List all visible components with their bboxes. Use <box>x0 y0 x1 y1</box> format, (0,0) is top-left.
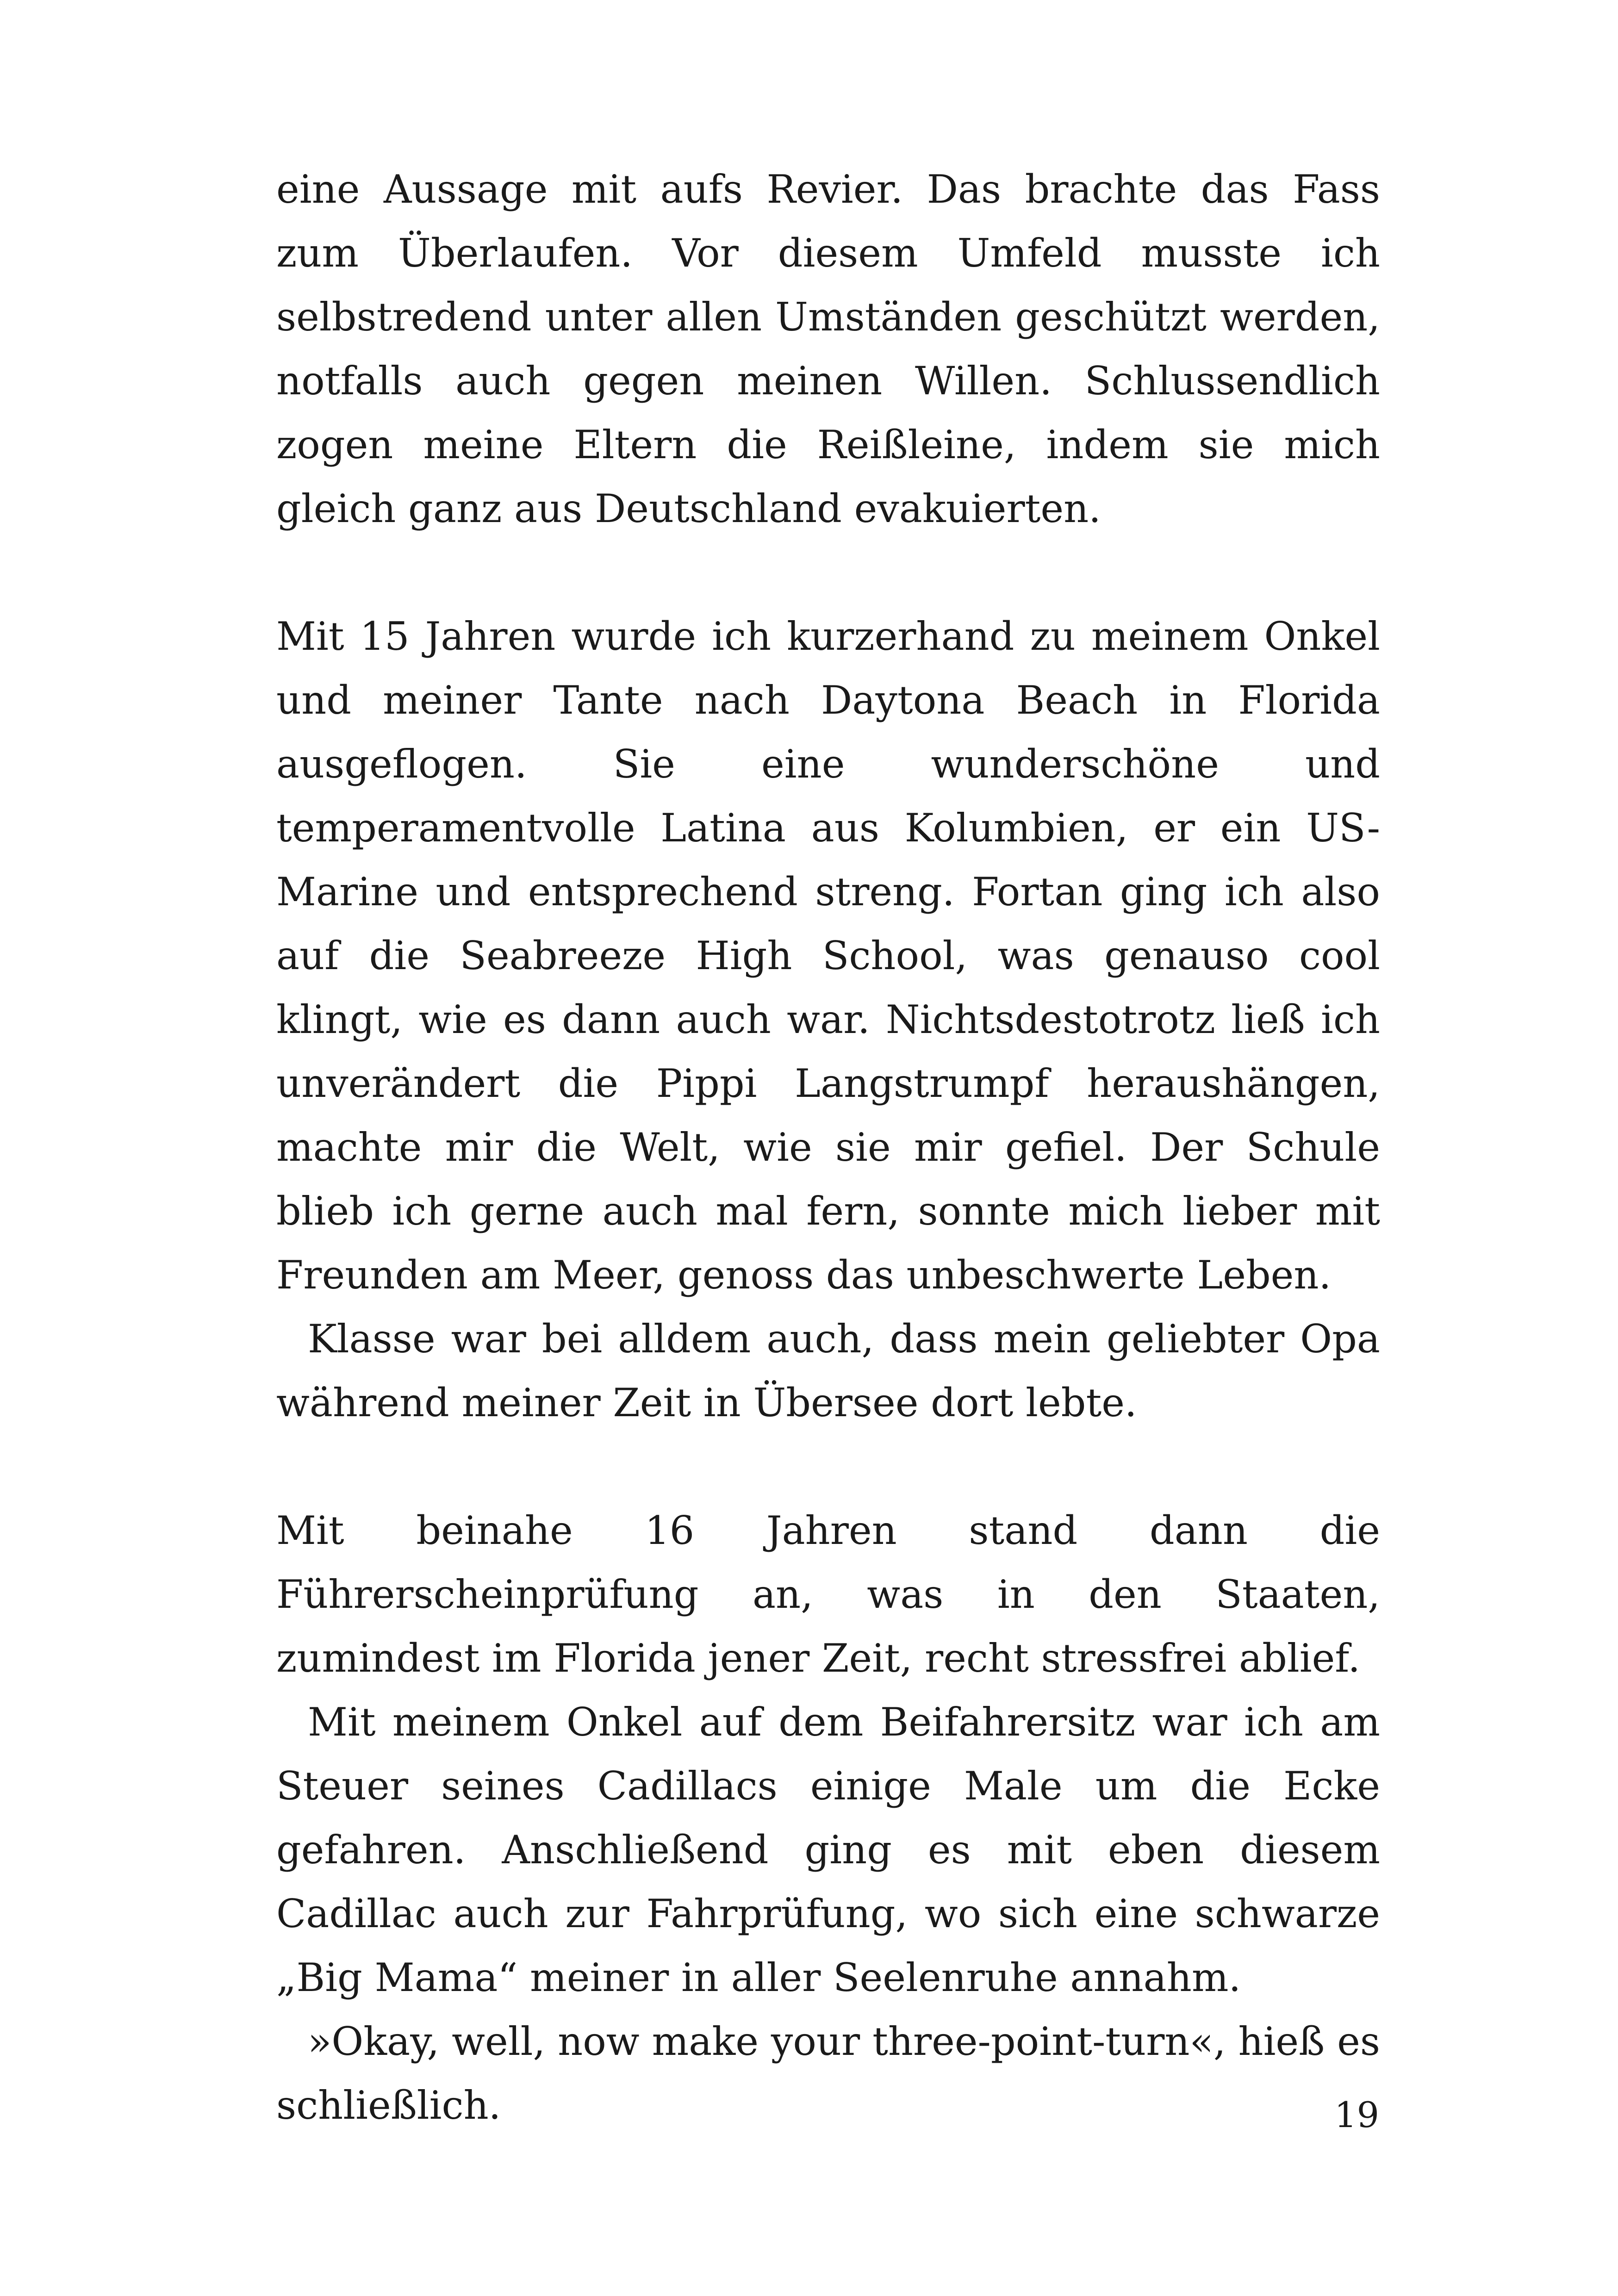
paragraph: eine Aussage mit aufs Revier. Das brachte das Fass zum Überlaufen. Vor diesem Umfeld musste ich selbstredend unter allen Umständen geschützt werden, notfalls auch gegen meinen Willen. Schlussendlich zogen meine Eltern die Reißleine, indem sie mich gleich ganz aus Deutschland evakuierten. <box>276 167 1380 531</box>
paragraph: Mit 15 Jahren wurde ich kurzerhand zu meinem Onkel und meiner Tante nach Daytona Beach in Florida ausgeflogen. Sie eine wunderschöne und temperamentvolle Latina aus Kolumbien, er ein US-Marine und entsprechend streng. Fortan ging ich also auf die Seabreeze High School, was genauso cool klingt, wie es dann auch war. Nichtsdestotrotz ließ ich unverändert die Pippi Langstrumpf heraushängen, machte mir die Welt, wie sie mir gefiel. Der Schule blieb ich gerne auch mal fern, sonnte mich lieber mit Freunden am Meer, genoss das unbeschwerte Leben. <box>276 614 1380 1298</box>
paragraph: Mit meinem Onkel auf dem Beifahrersitz war ich am Steuer seines Cadillacs einige Male um die Ecke gefahren. Anschließend ging es mit eben diesem Cadillac auch zur Fahrprüfung, wo sich eine schwarze „Big Mama“ meiner in aller Seelenruhe annahm. <box>276 1699 1380 2000</box>
paragraph: »Okay, well, now make your three-point-turn«, hieß es schließlich. <box>276 2019 1380 2128</box>
paragraph: Klasse war bei alldem auch, dass mein geliebter Opa während meiner Zeit in Übersee dort lebte. <box>276 1316 1380 1425</box>
page-number: 19 <box>1334 2094 1379 2135</box>
body-text <box>276 157 1380 2137</box>
paragraph: Mit beinahe 16 Jahren stand dann die Führerscheinprüfung an, was in den Staaten, zumindest im Florida jener Zeit, recht stressfrei ablief. <box>276 1508 1380 1681</box>
